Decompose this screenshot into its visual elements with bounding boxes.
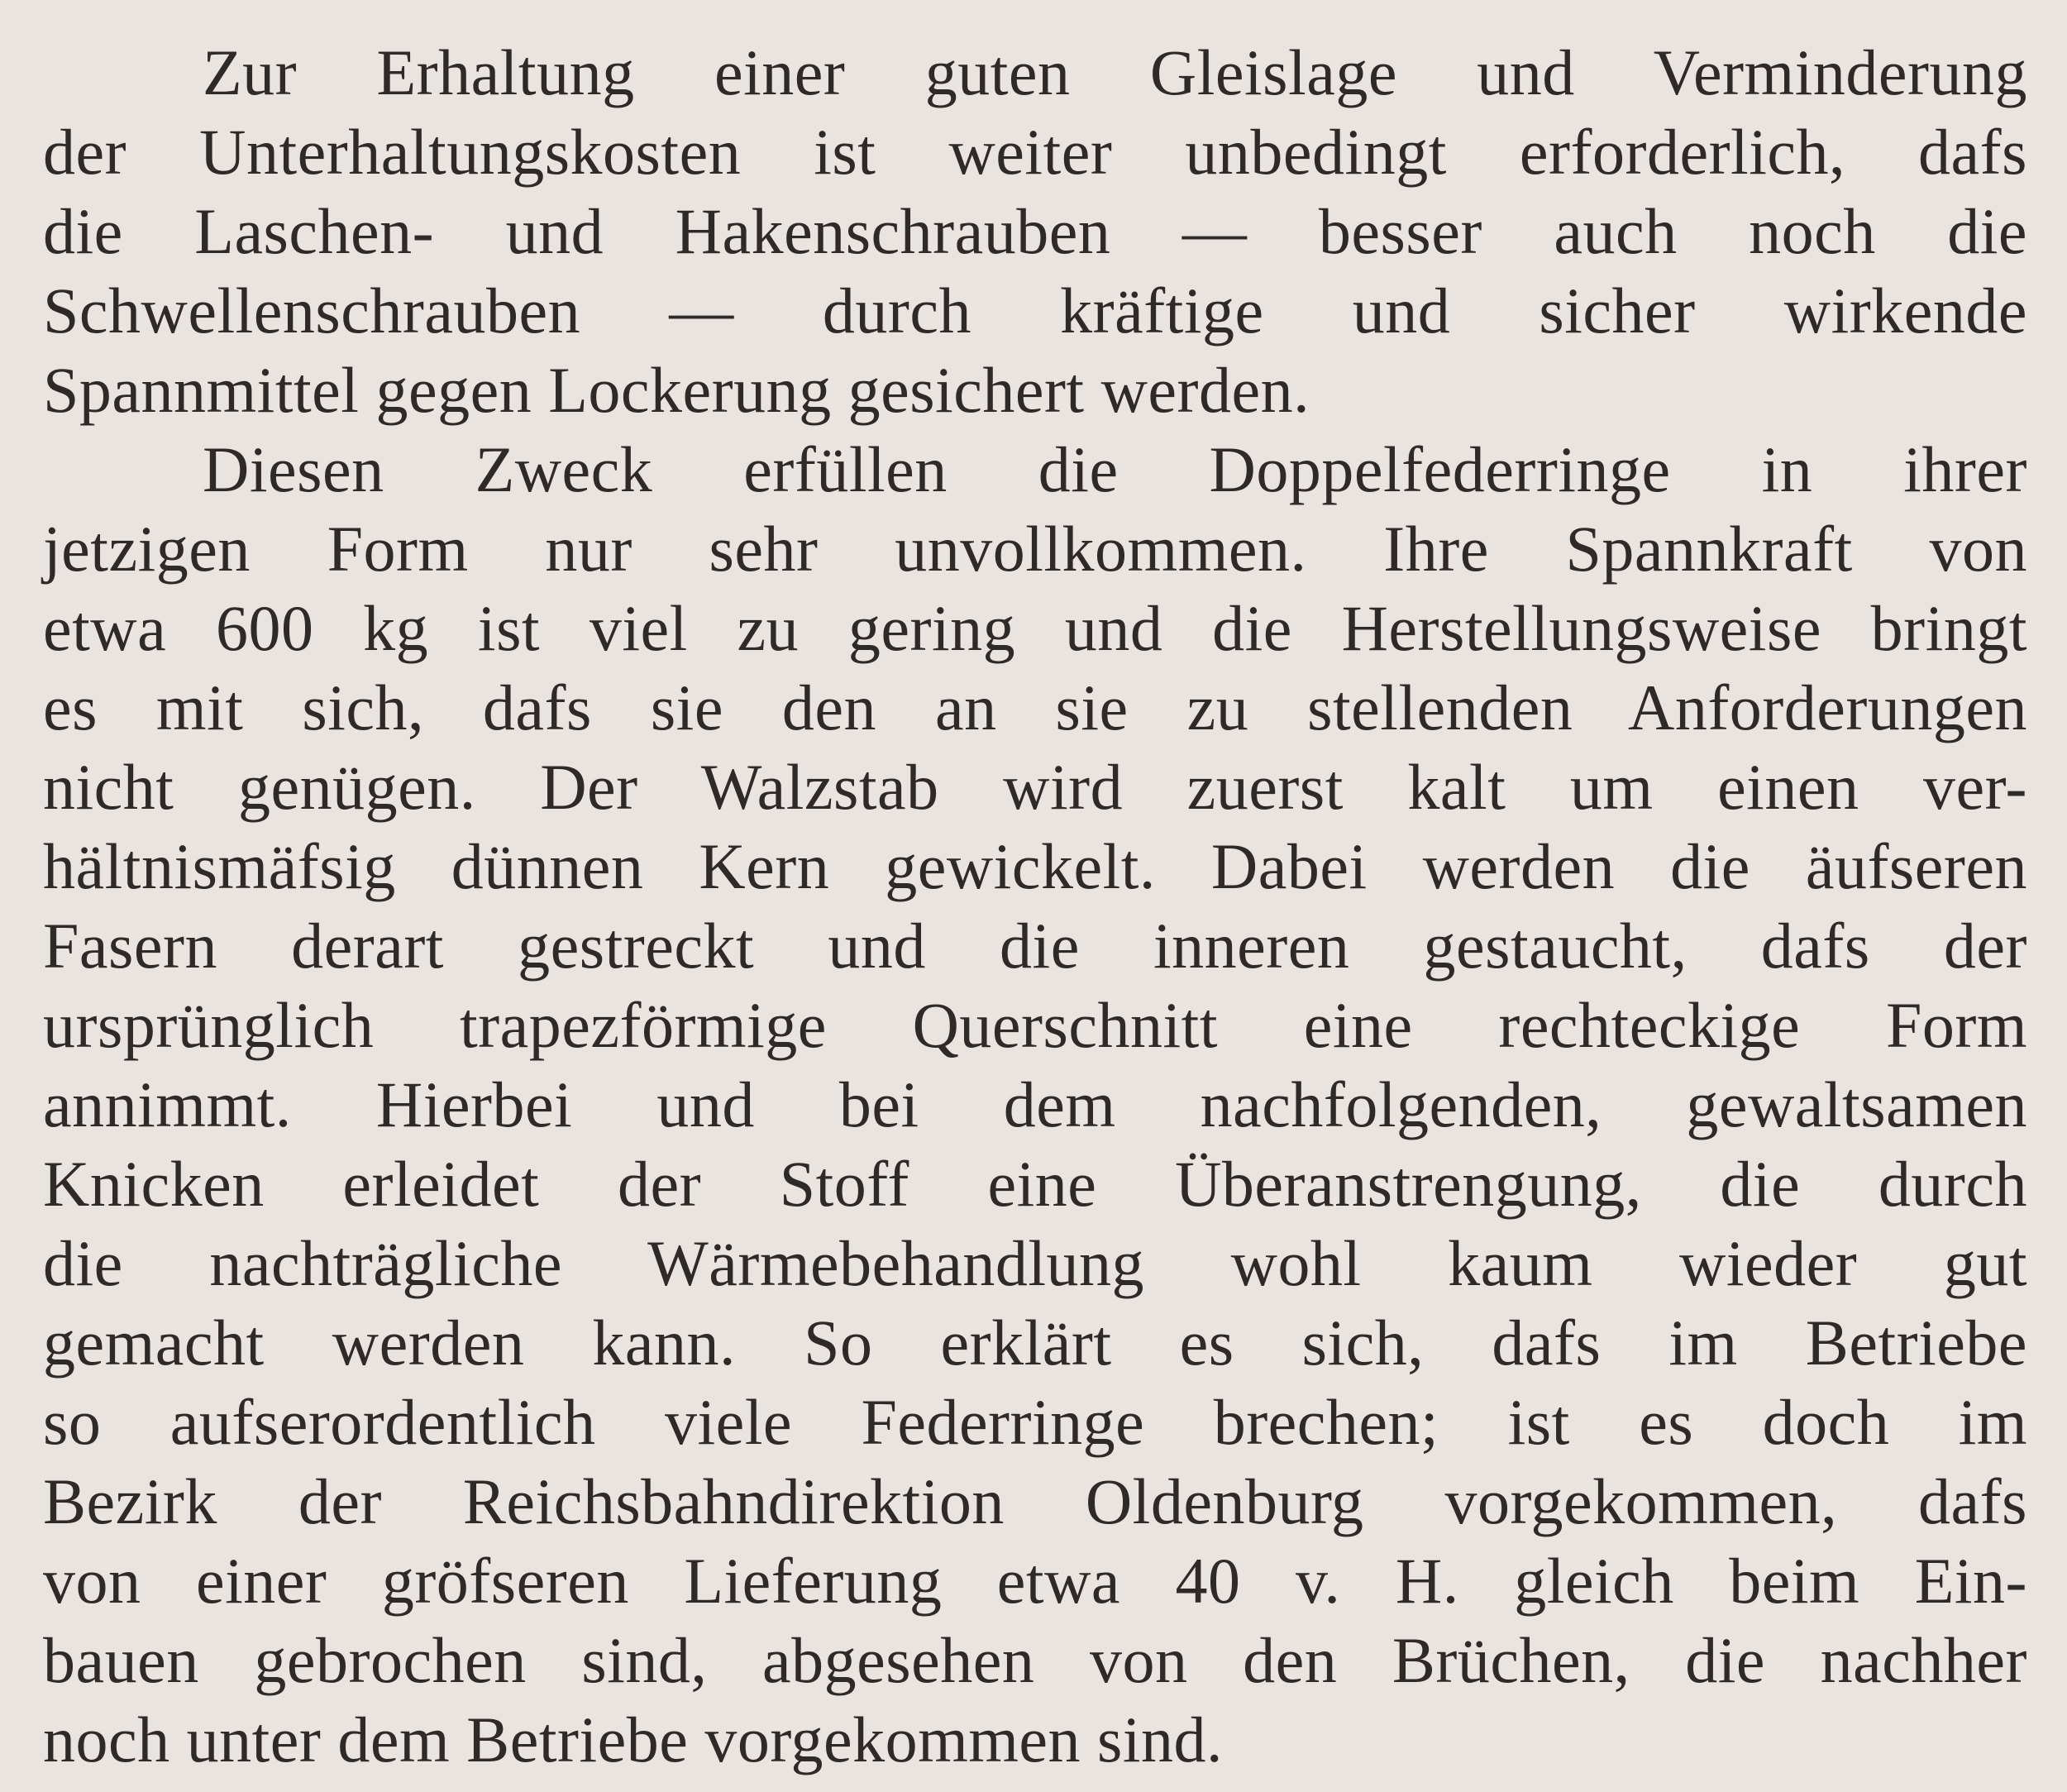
paragraph-2-line-16: bauen gebrochen sind, abgesehen von den Brüchen, die nachher <box>43 1624 2027 1696</box>
paragraph-2-line-10: Knicken erleidet der Stoff eine Überanstrengung, die durch <box>43 1148 2027 1220</box>
paragraph-2-line-6: hältnismäfsig dünnen Kern gewickelt. Dabei werden die äufseren <box>43 830 2027 902</box>
paragraph-2-line-12: gemacht werden kann. So erklärt es sich, dafs im Betriebe <box>43 1307 2027 1379</box>
paragraph-2-line-14: Bezirk der Reichsbahndirektion Oldenburg vorgekommen, dafs <box>43 1465 2027 1537</box>
paragraph-1-line-3: die Laschen- und Hakenschrauben — besser auch noch die <box>43 195 2027 267</box>
paragraph-2-line-5: nicht genügen. Der Walzstab wird zuerst kalt um einen ver- <box>43 751 2027 823</box>
paragraph-2-line-13: so aufserordentlich viele Federringe brechen; ist es doch im <box>43 1386 2027 1458</box>
paragraph-2-line-3: etwa 600 kg ist viel zu gering und die Herstellungsweise bringt <box>43 592 2027 664</box>
paragraph-2-line-4: es mit sich, dafs sie den an sie zu stellenden Anforderungen <box>43 671 2027 743</box>
paragraph-2-line-2: jetzigen Form nur sehr unvollkommen. Ihre Spannkraft von <box>43 513 2027 585</box>
paragraph-1-line-4: Schwellenschrauben — durch kräftige und sicher wirkende <box>43 275 2027 346</box>
paragraph-2-line-17: noch unter dem Betriebe vorgekommen sind. <box>43 1704 1224 1775</box>
paragraph-1-line-1: Zur Erhaltung einer guten Gleislage und Verminderung <box>203 36 2027 108</box>
paragraph-2-line-9: annimmt. Hierbei und bei dem nachfolgenden, gewaltsamen <box>43 1068 2027 1140</box>
paragraph-2-line-15: von einer gröfseren Lieferung etwa 40 v. H. gleich beim Ein- <box>43 1545 2027 1617</box>
paragraph-2-line-8: ursprünglich trapezförmige Querschnitt eine rechteckige Form <box>43 989 2027 1061</box>
paragraph-1-line-2: der Unterhaltungskosten ist weiter unbedingt erforderlich, dafs <box>43 116 2027 188</box>
paragraph-2-line-1: Diesen Zweck erfüllen die Doppelfederringe in ihrer <box>203 433 2027 505</box>
paragraph-1-line-5: Spannmittel gegen Lockerung gesichert werden. <box>43 354 1310 426</box>
paragraph-2-line-11: die nachträgliche Wärmebehandlung wohl kaum wieder gut <box>43 1227 2027 1299</box>
paragraph-2-line-7: Fasern derart gestreckt und die inneren gestaucht, dafs der <box>43 910 2027 982</box>
